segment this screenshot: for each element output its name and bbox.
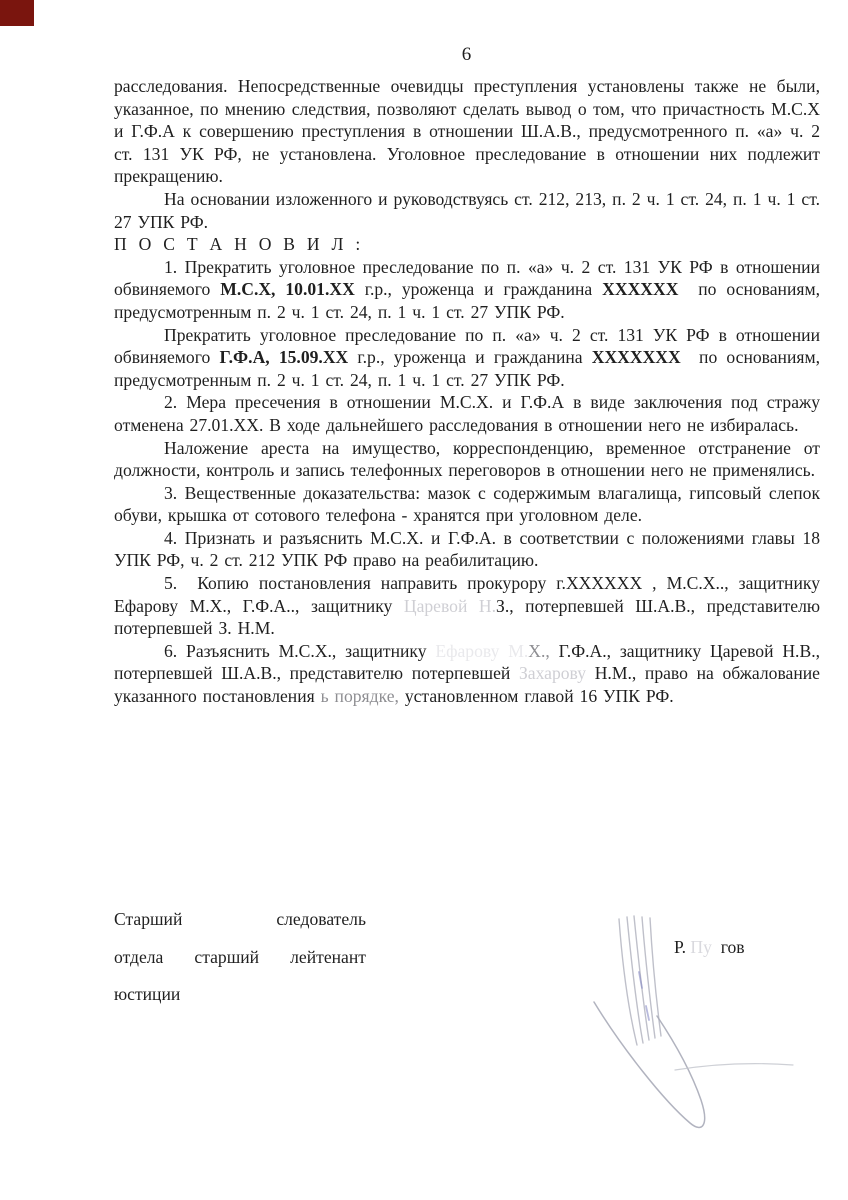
signer-surname-end: гов (720, 937, 745, 957)
item-3: 3. Вещественные доказательства: мазок с содержимым влагалища, гипсовый слепок обуви, крышка от сотового телефона - хранятся при уголовном деле. (114, 482, 820, 526)
signature-tail (675, 1064, 793, 1070)
item-6-faded-words: ь порядке, (320, 686, 399, 707)
item-1 (114, 256, 820, 324)
item-6-erased-name: Ефарову М. (435, 640, 529, 661)
corner-redaction-mark (0, 0, 34, 26)
resolution-heading: П О С Т А Н О В И Л : (114, 234, 364, 255)
item-5 (114, 572, 820, 640)
item-6-faded-initial: Х., (528, 640, 550, 661)
signoff-word: Старший (114, 909, 183, 929)
item-1b-text: Прекратить уголовное преследование по п. «а» ч. 2 ст. 131 УК РФ в отношении обвиняемого (114, 324, 820, 368)
signoff-title-block (114, 908, 366, 1021)
signoff-word: лейтенант (290, 946, 366, 967)
item-1b-accused: Г.Ф.А, 15.09.ХХ (219, 347, 349, 368)
signoff-word: отдела (114, 946, 164, 967)
item-1-accused: М.С.Х, 10.01.ХХ (220, 279, 355, 300)
document-body (114, 44, 820, 708)
signoff-line-3 (114, 983, 366, 1006)
item-1-text: 1. Прекратить уголовное преследование по п. «а» ч. 2 ст. 131 УК РФ в отношении обвиняемого (114, 256, 820, 300)
item-1-text: г.р., уроженца и гражданина (354, 279, 603, 300)
item-6-text: 6. Разъяснить М.С.Х., защитнику (164, 640, 436, 661)
handwritten-signature (540, 895, 840, 1165)
item-4: 4. Признать и разъяснить М.С.Х. и Г.Ф.А. в соответствии с положениями главы 18 УПК РФ, ч. 2 ст. 212 УПК РФ право на реабилитацию. (114, 527, 820, 571)
signoff-word: юстиции (114, 984, 181, 1004)
para-continuation: расследования. Непосредственные очевидцы преступления установлены также не были, указанное, по мнению следствия, позволяют сделать вывод о том, что причастность М.С.Х и Г.Ф.А к совершению преступления в отношении Ш.А.В., предусмотренного п. «а» ч. 2 ст. 131 УК РФ, не установлена. Уголовное преследование в отношении них подлежит прекращению. (114, 76, 820, 187)
item-1b-redacted-x: ХХХХХХХ (591, 347, 681, 368)
page-number: 6 (461, 44, 473, 65)
item-1b-text: г.р., уроженца и гражданина (348, 347, 592, 368)
signer-initial: Р. (674, 937, 686, 957)
item-6-text: Г.Ф.А., защитнику Царевой Н.В., потерпевшей Ш.А.В., представителю потерпевшей (114, 640, 820, 684)
para-legal-basis: На основании изложенного и руководствуясь ст. 212, 213, п. 2 ч. 1 ст. 24, п. 1 ч. 1 ст. 27 УПК РФ. (114, 188, 820, 232)
item-1b (114, 324, 820, 392)
item-5-text: З., потерпевшей Ш.А.В., представителю потерпевшей З. Н.М. (114, 595, 821, 639)
signoff-word: следователь (276, 909, 366, 929)
signoff-line-1 (114, 908, 366, 931)
signoff-word: старший (194, 946, 260, 967)
item-6-text: Н.М., право на обжалование указанного постановления (114, 663, 820, 707)
signoff-line-2 (114, 946, 366, 969)
item-5-erased-name: Царевой Н. (403, 595, 497, 616)
item-1-redacted-x: ХХХХХХ (602, 279, 679, 300)
item-6-erased-name-2: Захарову (518, 663, 587, 684)
signer-erased-part: Пу (690, 937, 712, 957)
item-6-text: установленном главой 16 УПК РФ. (398, 686, 674, 707)
item-5-text: 5. Копию постановления направить прокурору г.ХХХХХХ , М.С.Х.., защитнику Ефарову М.Х., Г.Ф.А.., защитнику (114, 573, 820, 616)
item-1-text: по основаниям, предусмотренным п. 2 ч. 1 ст. 24, п. 1 ч. 1 ст. 27 УПК РФ. (114, 279, 820, 322)
para-arrest: Наложение ареста на имущество, корреспонденцию, временное отстранение от должности, контроль и запись телефонных переговоров в отношении него не применялись. (114, 437, 820, 481)
item-2: 2. Мера пресечения в отношении М.С.Х. и Г.Ф.А в виде заключения под стражу отменена 27.01.ХХ. В ходе дальнейшего расследования в отношении него не избиралась. (114, 392, 820, 435)
item-1b-text: по основаниям, предусмотренным п. 2 ч. 1 ст. 24, п. 1 ч. 1 ст. 27 УПК РФ. (114, 347, 820, 390)
item-6 (114, 640, 820, 708)
